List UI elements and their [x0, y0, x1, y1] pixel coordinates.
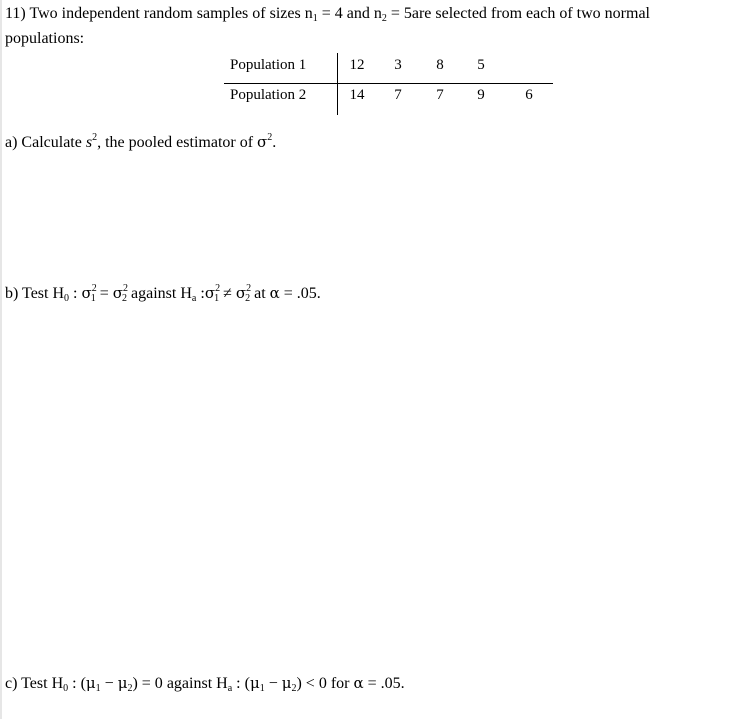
population-2-label: Population 2 — [230, 87, 307, 103]
H-symbol: H — [52, 285, 65, 302]
alt-hypothesis-symbol — [180, 285, 196, 302]
pop2-value: 6 — [525, 87, 533, 103]
sub: 1 — [214, 293, 220, 304]
part-a-middle-text: , the pooled estimator of — [97, 134, 254, 151]
part-a-suffix: . — [272, 134, 277, 151]
pop2-value: 7 — [394, 87, 402, 103]
sigma-squared — [257, 134, 272, 151]
minus-sign: − — [268, 675, 278, 692]
table-horizontal-rule — [224, 83, 553, 84]
H-symbol: H — [51, 675, 64, 692]
alpha-symbol: α — [353, 674, 364, 692]
H0-subscript: 0 — [64, 293, 70, 304]
question-number: 11) — [5, 5, 26, 22]
equals-sign: = — [99, 285, 109, 302]
n1-subscript: 1 — [312, 13, 318, 24]
against-word: against — [166, 675, 213, 692]
population-1-label: Population 1 — [230, 57, 307, 73]
mu2-alt — [282, 675, 297, 692]
part-c-question — [5, 671, 405, 696]
null-hypothesis-symbol — [52, 285, 69, 302]
s-symbol: s — [85, 134, 93, 151]
pop1-value: 5 — [477, 57, 485, 73]
sigma-symbol: σ — [112, 284, 124, 302]
n2-subscript: 2 — [381, 13, 387, 24]
sigma1-squared — [81, 285, 95, 302]
n2-symbol: n — [373, 5, 382, 22]
mu2 — [118, 675, 133, 692]
sigma-symbol: σ — [81, 284, 92, 302]
sample-size-n1 — [305, 5, 318, 22]
sub: 2 — [291, 683, 297, 694]
part-b-question — [5, 281, 321, 306]
H0-subscript: 0 — [63, 683, 69, 694]
sub: 2 — [122, 293, 128, 304]
sigma1-squared-alt — [205, 285, 219, 302]
alt-expression-end: ) < 0 — [296, 675, 327, 692]
mu1 — [86, 675, 101, 692]
Ha-subscript: a — [191, 293, 197, 304]
sub: 2 — [127, 683, 133, 694]
sample-size-n1-value: = 4 and — [321, 5, 370, 22]
not-equal-sign: ≠ — [223, 285, 232, 302]
alt-hypothesis-symbol — [216, 675, 232, 692]
page-left-border — [0, 0, 2, 719]
part-a-question — [5, 130, 276, 155]
table-vertical-rule — [337, 53, 338, 115]
part-c-prefix: c) Test — [5, 675, 48, 692]
question-intro-text-2: are selected from each of two normal — [411, 5, 650, 22]
mu-symbol: μ — [85, 674, 96, 692]
pooled-s-squared — [86, 134, 97, 151]
at-word: at — [254, 285, 266, 302]
H-symbol: H — [180, 285, 192, 302]
pop2-value: 9 — [477, 87, 485, 103]
open-paren: : ( — [72, 675, 86, 692]
Ha-subscript: a — [227, 683, 233, 694]
sigma2-squared — [113, 285, 127, 302]
H-symbol: H — [216, 675, 228, 692]
question-intro-text: Two independent random samples of sizes — [29, 5, 301, 22]
sub: 1 — [95, 683, 101, 694]
colon: : — [200, 285, 205, 302]
question-header-line-2: populations: — [5, 30, 85, 47]
sigma-symbol: σ — [204, 284, 216, 302]
sup: 2 — [246, 283, 252, 294]
pop1-value: 8 — [436, 57, 444, 73]
alpha-value: = .05. — [283, 285, 321, 302]
sup: 2 — [123, 283, 129, 294]
against-word: against — [131, 285, 177, 302]
alpha-value: = .05. — [367, 675, 405, 692]
part-a-prefix: a) Calculate — [5, 134, 82, 151]
sample-size-n2-value: = 5 — [390, 5, 412, 22]
mu1-alt — [250, 675, 265, 692]
sub: 2 — [245, 293, 251, 304]
sub: 1 — [90, 293, 96, 304]
sample-size-n2 — [374, 5, 387, 22]
sup: 2 — [215, 283, 221, 294]
n1-symbol: n — [304, 5, 313, 22]
mu-symbol: μ — [117, 674, 128, 692]
question-header-line-1 — [5, 2, 650, 26]
null-expression-end: ) = 0 — [132, 675, 163, 692]
sigma-symbol: σ — [257, 133, 268, 151]
sigma-symbol: σ — [235, 284, 247, 302]
sigma-superscript: 2 — [267, 132, 273, 143]
colon: : — [73, 285, 78, 302]
pop1-value: 12 — [349, 57, 365, 73]
pop2-value: 14 — [349, 87, 365, 103]
open-paren: : ( — [236, 675, 250, 692]
sub: 1 — [259, 683, 265, 694]
sup: 2 — [91, 283, 97, 294]
minus-sign: − — [104, 675, 114, 692]
for-word: for — [330, 675, 350, 692]
s-superscript: 2 — [92, 132, 98, 143]
alpha-symbol: α — [269, 284, 280, 302]
sigma2-squared-alt — [236, 285, 250, 302]
mu-symbol: μ — [249, 674, 260, 692]
pop2-value: 7 — [436, 87, 444, 103]
part-b-prefix: b) Test — [5, 285, 49, 302]
null-hypothesis-symbol — [52, 675, 69, 692]
mu-symbol: μ — [281, 674, 292, 692]
pop1-value: 3 — [394, 57, 402, 73]
